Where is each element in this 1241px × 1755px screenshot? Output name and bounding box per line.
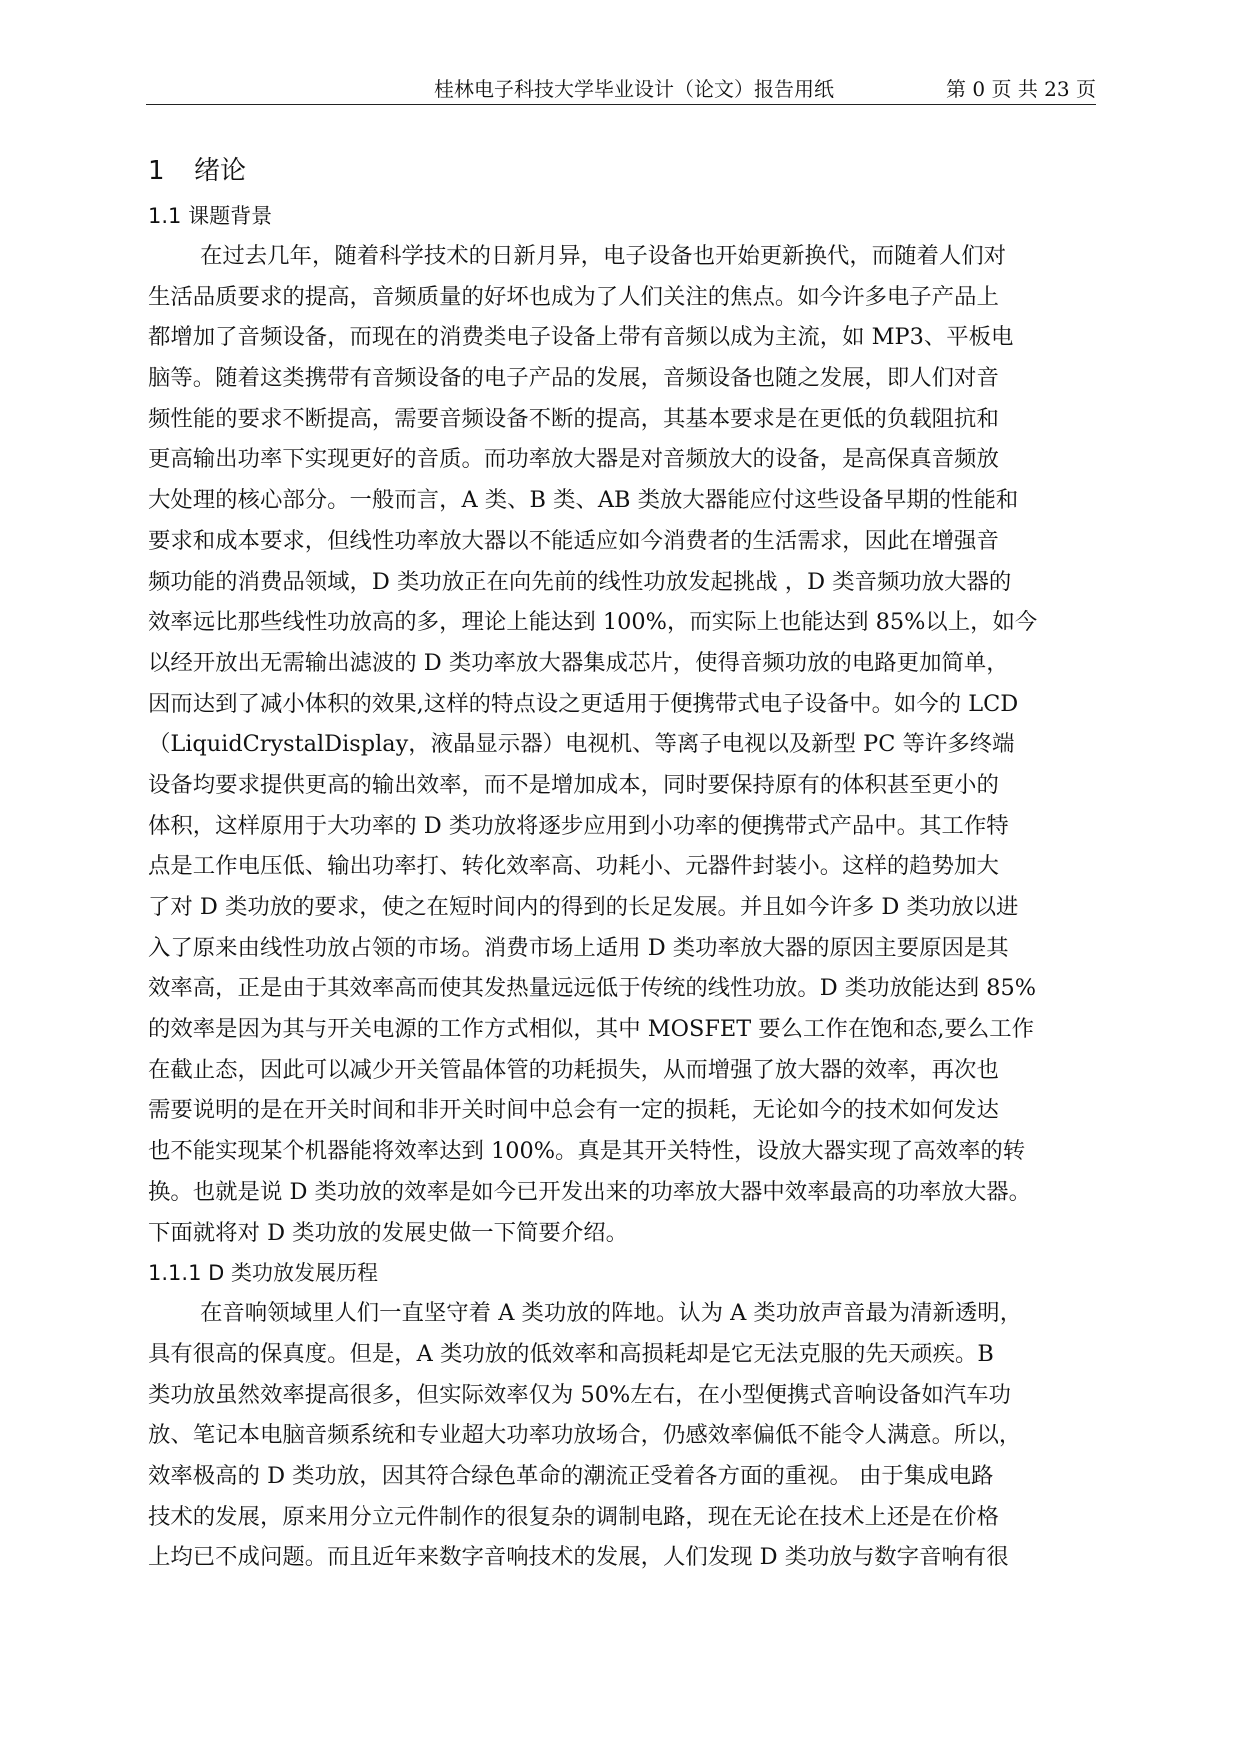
- document-body: [148, 146, 1100, 1578]
- paragraph-line: 也不能实现某个机器能将效率达到 100%。真是其开关特性，设放大器实现了高效率的转: [148, 1138, 1026, 1165]
- paragraph-line: 要求和成本要求，但线性功率放大器以不能适应如今消费者的生活需求，因此在增强音: [148, 527, 999, 554]
- chapter-title: 绪论: [194, 156, 247, 186]
- paragraph-line: 频功能的消费品领域，D 类功放正在向先前的线性功放发起挑战 ，D 类音频功放大器的: [148, 568, 1012, 595]
- paragraph-line: 效率远比那些线性功放高的多，理论上能达到 100%，而实际上也能达到 85%以上，如今: [148, 609, 1038, 636]
- chapter-heading: [148, 146, 1100, 196]
- paragraph-line: 以经开放出无需输出滤波的 D 类功率放大器集成芯片，使得音频功放的电路更加简单，: [148, 649, 1009, 676]
- paragraph-line: 下面就将对 D 类功放的发展史做一下简要介绍。: [148, 1219, 628, 1246]
- paragraph-line: 具有很高的保真度。但是，A 类功放的低效率和高损耗却是它无法克服的先天顽疾。B: [148, 1340, 994, 1367]
- paragraph-line: 的效率是因为其与开关电源的工作方式相似，其中 MOSFET 要么工作在饱和态,要么工作: [148, 1016, 1035, 1043]
- paragraph-line: 需要说明的是在开关时间和非开关时间中总会有一定的损耗，无论如今的技术如何发达: [148, 1097, 999, 1124]
- paragraph-line: 更高输出功率下实现更好的音质。而功率放大器是对音频放大的设备，是高保真音频放: [148, 446, 999, 473]
- paragraph-line: 体积，这样原用于大功率的 D 类功放将逐步应用到小功率的便携带式产品中。其工作特: [148, 812, 1009, 839]
- paragraph-line: 了对 D 类功放的要求，使之在短时间内的得到的长足发展。并且如今许多 D 类功放以进: [148, 894, 1019, 920]
- school-title: 桂林电子科技大学毕业设计（论文）报告用纸: [434, 77, 834, 101]
- paragraph-line: 频性能的要求不断提高，需要音频设备不断的提高，其基本要求是在更低的负载阻抗和: [148, 405, 999, 432]
- paragraph-line: 在音响领域里人们一直坚守着 A 类功放的阵地。认为 A 类功放声音最为清新透明，: [200, 1300, 1023, 1327]
- paragraph-line: 脑等。随着这类携带有音频设备的电子产品的发展，音频设备也随之发展，即人们对音: [148, 365, 999, 392]
- paragraph-line: 因而达到了减小体积的效果,这样的特点设之更适用于便携带式电子设备中。如今的 LCD: [148, 690, 1019, 717]
- chapter-number: 1: [148, 156, 165, 186]
- paragraph-line: （LiquidCrystalDisplay，液晶显示器）电视机、等离子电视以及新型 PC 等许多终端: [148, 731, 1015, 758]
- paragraph-line: 上均已不成问题。而且近年来数字音响技术的发展，人们发现 D 类功放与数字音响有很: [148, 1544, 1009, 1571]
- paragraph-line: 效率极高的 D 类功放，因其符合绿色革命的潮流正受着各方面的重视。 由于集成电路: [148, 1462, 994, 1489]
- paragraph-line: 类功放虽然效率提高很多，但实际效率仅为 50%左右，在小型便携式音响设备如汽车功: [148, 1381, 1011, 1408]
- paragraph-line: 设备均要求提供更高的输出效率，而不是增加成本，同时要保持原有的体积甚至更小的: [148, 771, 999, 798]
- paragraph-line: 技术的发展，原来用分立元件制作的很复杂的调制电路，现在无论在技术上还是在价格: [148, 1503, 999, 1530]
- paragraph-line: 点是工作电压低、输出功率打、转化效率高、功耗小、元器件封装小。这样的趋势加大: [148, 853, 999, 880]
- paragraph-line: 在过去几年，随着科学技术的日新月异，电子设备也开始更新换代，而随着人们对: [200, 243, 1007, 269]
- paragraph-line: 放、笔记本电脑音频系统和专业超大功率功放场合，仍感效率偏低不能令人满意。所以，: [148, 1422, 1022, 1449]
- subsection-heading: 1.1.1 D 类功放发展历程: [148, 1261, 378, 1286]
- paragraph-line: 入了原来由线性功放占领的市场。消费市场上适用 D 类功率放大器的原因主要原因是其: [148, 934, 1009, 961]
- paragraph-line: 大处理的核心部分。一般而言，A 类、B 类、AB 类放大器能应付这些设备早期的性能和: [148, 487, 1019, 514]
- paragraph-line: 生活品质要求的提高，音频质量的好坏也成为了人们关注的焦点。如今许多电子产品上: [148, 283, 999, 310]
- paragraph-line: 都增加了音频设备，而现在的消费类电子设备上带有音频以成为主流，如 MP3、平板电: [148, 324, 1014, 351]
- paragraph-history: [148, 1293, 1100, 1578]
- paragraph-line: 效率高，正是由于其效率高而使其发热量远远低于传统的线性功放。D 类功放能达到 85%: [148, 975, 1037, 1002]
- page-header: [146, 74, 1096, 105]
- paragraph-background: [148, 236, 1100, 1253]
- page-number: 第 0 页 共 23 页: [946, 77, 1096, 101]
- paragraph-line: 换。也就是说 D 类功放的效率是如今已开发出来的功率放大器中效率最高的功率放大器。: [148, 1178, 1032, 1205]
- paragraph-line: 在截止态，因此可以减少开关管晶体管的功耗损失，从而增强了放大器的效率，再次也: [148, 1056, 999, 1083]
- section-heading: 1.1 课题背景: [148, 204, 273, 228]
